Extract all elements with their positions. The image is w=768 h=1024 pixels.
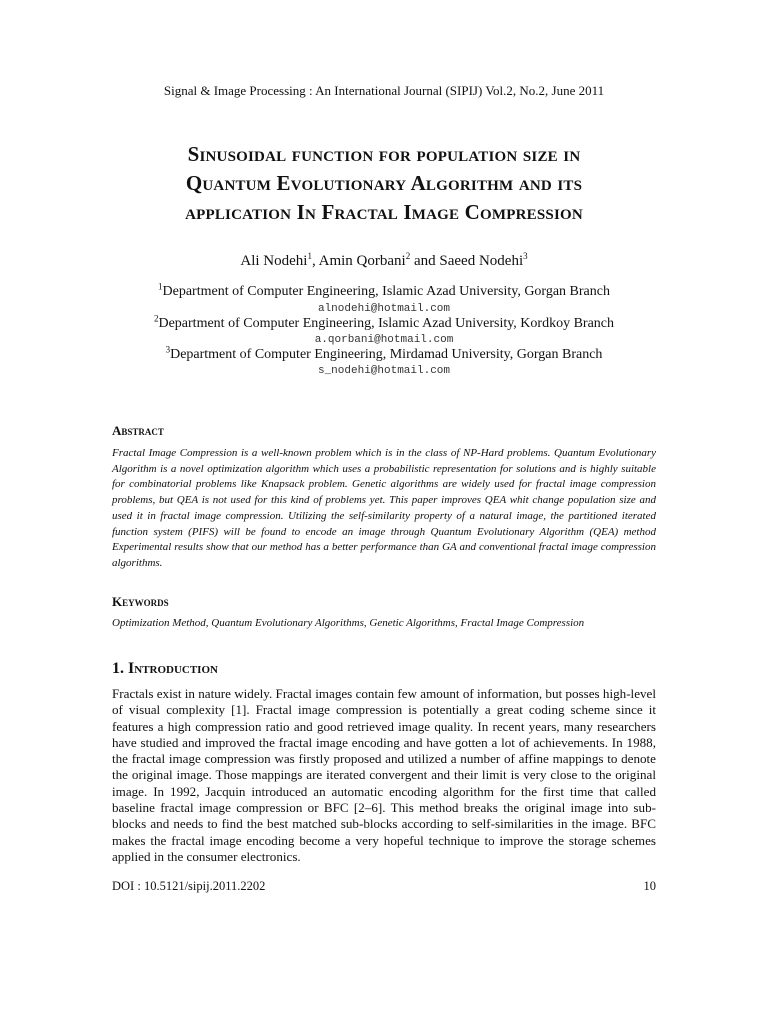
abstract-text: Fractal Image Compression is a well-known problem which is in the class of NP-Hard problems. Quantum Evolutionary Algorithm is a novel optimization algorithm which uses a probabilistic representation for solutions and is highly suitable for combinatorial problems like Knapsack problem. Genetic algorithms are widely used for fractal image compression problems, but QEA is not used for this kind of problems yet. This paper improves QEA whit change population size and used it in fractal image compression. Utilizing the self-similarity property of a natural image, the partitioned iterated function system (PIFS) will be found to encode an image through Quantum Evolutionary Algorithm (QEA) method Experimental results show that our method has a better performance than GA and conventional fractal image compression algorithms. bbox=[112, 447, 656, 569]
abstract-heading: Abstract bbox=[112, 423, 164, 438]
email-1: alnodehi@hotmail.com bbox=[317, 303, 451, 315]
keywords-heading: Keywords bbox=[112, 594, 169, 609]
affiliation-sup: 3 bbox=[165, 344, 171, 355]
affiliation-1 bbox=[0, 281, 768, 300]
author-separator: , bbox=[311, 253, 319, 269]
title-line-3: application In Fractal Image Compression bbox=[185, 200, 583, 224]
affiliation-sup: 1 bbox=[158, 281, 163, 292]
author-name: Amin Qorbani bbox=[318, 253, 406, 269]
introduction-text: Fractals exist in nature widely. Fractal images contain few amount of information, but posses high-level of visual complexity [1]. Fractal image compression is potentially a great coding scheme since it features a high compression ratio and good retrieved image quality. In recent years, many researchers have studied and improved the fractal image encoding and have gotten a lot of achievements. In 1988, the fractal image compression was firstly proposed and utilized a number of affine mappings to denote the original image. Those mappings are iterated convergent and their limit is very close to the original image. In 1992, Jacquin introduced an automatic encoding algorithm for the first time that called baseline fractal image compression or BFC [2–6]. This method breaks the original image into sub-blocks and needs to find the best matched sub-blocks according to self-similarities in the image. BFC makes the fractal image encoding become a very hopeful technique to improve the storage schemes applied in the consumer electronics. bbox=[112, 686, 656, 864]
affiliation-text: Department of Computer Engineering, Mirdamad University, Gorgan Branch bbox=[170, 347, 603, 362]
author-sup: 1 bbox=[307, 251, 312, 261]
author-name: Saeed Nodehi bbox=[439, 253, 524, 269]
affiliation-3 bbox=[0, 344, 768, 363]
introduction-heading: 1. Introduction bbox=[112, 660, 218, 677]
author-name: Ali Nodehi bbox=[240, 253, 308, 269]
email-3: s_nodehi@hotmail.com bbox=[317, 365, 451, 377]
keywords-text: Optimization Method, Quantum Evolutionary Algorithms, Genetic Algorithms, Fractal Image Compression bbox=[112, 617, 585, 629]
author-list bbox=[0, 253, 768, 270]
title-line-2: Quantum Evolutionary Algorithm and its bbox=[185, 171, 583, 195]
journal-header: Signal & Image Processing : An International Journal (SIPIJ) Vol.2, No.2, June 2011 bbox=[163, 83, 605, 98]
affiliation-2 bbox=[0, 313, 768, 332]
title-line-1: Sinusoidal function for population size in bbox=[187, 142, 581, 166]
author-separator: and bbox=[410, 253, 440, 269]
page-number: 10 bbox=[643, 879, 656, 893]
paper-title bbox=[60, 140, 708, 227]
affiliation-text: Department of Computer Engineering, Islamic Azad University, Kordkoy Branch bbox=[158, 316, 615, 331]
author-sup: 3 bbox=[523, 251, 528, 261]
doi-footer: DOI : 10.5121/sipij.2011.2202 bbox=[112, 879, 266, 893]
affiliation-sup: 2 bbox=[153, 313, 159, 324]
email-2: a.qorbani@hotmail.com bbox=[314, 334, 454, 346]
affiliation-text: Department of Computer Engineering, Islamic Azad University, Gorgan Branch bbox=[162, 284, 610, 299]
author-sup: 2 bbox=[405, 251, 411, 261]
